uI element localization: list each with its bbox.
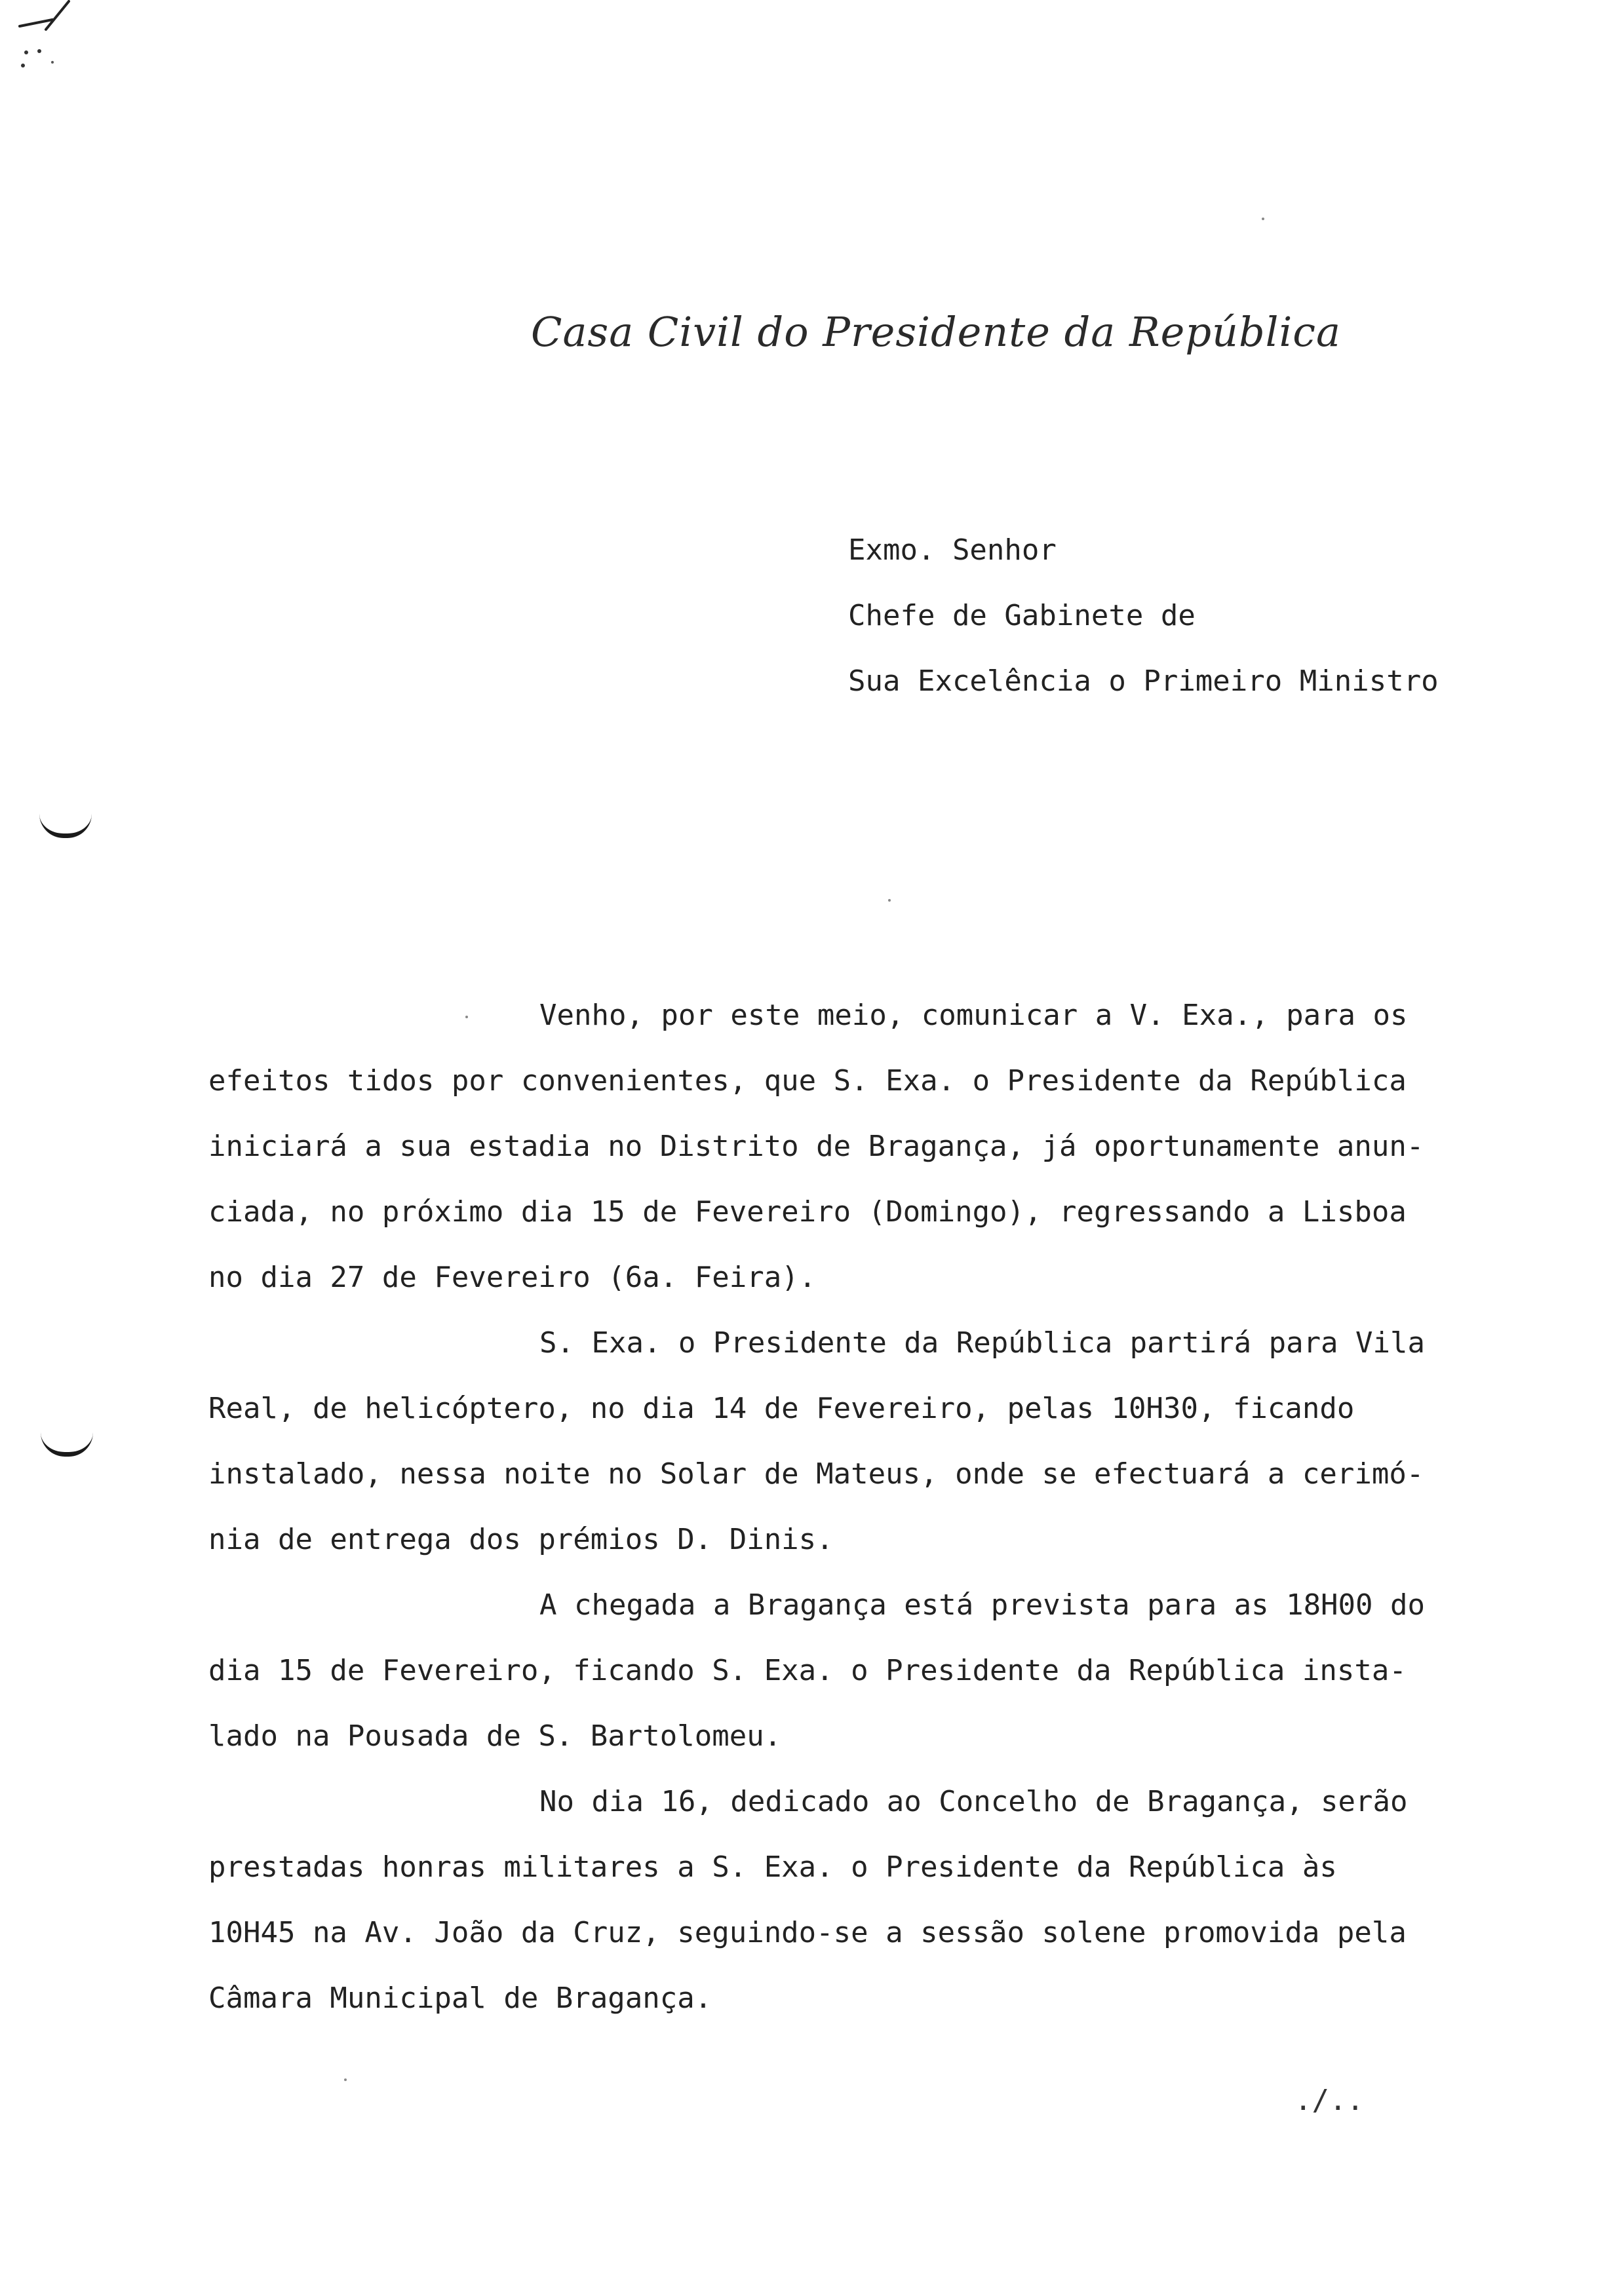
addressee-line: Chefe de Gabinete de (848, 599, 1196, 632)
binding-margin-mark (39, 814, 92, 838)
paragraph-line: nia de entrega dos prémios D. Dinis. (208, 1523, 834, 1556)
paragraph-line: A chegada a Bragança está prevista para as 18H00 do (539, 1588, 1426, 1622)
paragraph-line: No dia 16, dedicado ao Concelho de Bragança, serão (539, 1785, 1408, 1818)
paragraph-line: no dia 27 de Fevereiro (6a. Feira). (208, 1261, 817, 1294)
paper-speck (1262, 218, 1264, 220)
body-paragraph (208, 983, 1564, 1311)
paragraph-line: S. Exa. o Presidente da República partirá para Vila (539, 1326, 1426, 1360)
paragraph-line: Venho, por este meio, comunicar a V. Exa., para os (539, 999, 1408, 1032)
letterhead-title: Casa Civil do Presidente da República (531, 308, 1341, 356)
paragraph-line: ciada, no próximo dia 15 de Fevereiro (Domingo), regressando a Lisboa (208, 1195, 1407, 1229)
paragraph-line: efeitos tidos por convenientes, que S. Exa. o Presidente da República (208, 1064, 1407, 1098)
body-paragraph (208, 1311, 1564, 1573)
paragraph-line: Câmara Municipal de Bragança. (208, 1981, 712, 2015)
addressee-line: Exmo. Senhor (848, 533, 1057, 567)
paragraph-line: instalado, nessa noite no Solar de Mateus, onde se efectuará a cerimó- (208, 1457, 1424, 1491)
binding-margin-mark (41, 1432, 93, 1457)
letter-body (208, 983, 1564, 2031)
paragraph-line: prestadas honras militares a S. Exa. o Presidente da República às (208, 1850, 1337, 1884)
corner-scribble-mark (7, 0, 98, 79)
continuation-mark: ./.. (1294, 2084, 1364, 2117)
paper-speck (344, 2078, 347, 2081)
addressee-line: Sua Excelência o Primeiro Ministro (848, 664, 1439, 698)
paragraph-line: 10H45 na Av. João da Cruz, seguindo-se a sessão solene promovida pela (208, 1916, 1407, 1949)
paragraph-line: dia 15 de Fevereiro, ficando S. Exa. o Presidente da República insta- (208, 1654, 1407, 1687)
body-paragraph (208, 1573, 1564, 1769)
paper-speck (888, 899, 891, 902)
addressee-block (848, 518, 1569, 714)
body-paragraph (208, 1769, 1564, 2031)
paragraph-line: iniciará a sua estadia no Distrito de Bragança, já oportunamente anun- (208, 1130, 1424, 1163)
paragraph-line: Real, de helicóptero, no dia 14 de Fevereiro, pelas 10H30, ficando (208, 1392, 1355, 1425)
paragraph-line: lado na Pousada de S. Bartolomeu. (208, 1719, 782, 1753)
